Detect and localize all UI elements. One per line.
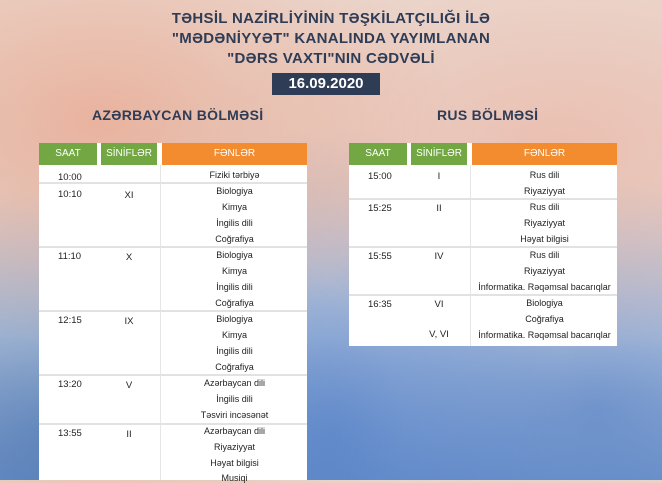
az-class: X — [125, 252, 133, 263]
ru-header-classes: SİNİFLƏR — [411, 143, 467, 165]
az-subject: Fiziki tərbiyə — [209, 170, 260, 180]
ru-time: 15:00 — [368, 171, 392, 182]
az-class: II — [126, 429, 132, 440]
az-subject: Azərbaycan dili — [203, 426, 266, 436]
ru-class: V, VI — [429, 329, 449, 340]
page-title — [0, 9, 662, 69]
ru-class: IV — [434, 251, 444, 262]
az-time: 13:20 — [58, 379, 82, 390]
ru-row-separator — [349, 198, 617, 200]
az-subject: Kimya — [221, 330, 247, 340]
az-subject: İngilis dili — [216, 346, 253, 356]
az-subject: Həyat bilgisi — [210, 458, 259, 468]
title-line-1: TƏHSİL NAZİRLİYİNİN TƏŞKİLATÇILIĞI İLƏ — [171, 10, 491, 27]
az-time: 12:15 — [58, 315, 82, 326]
az-header-time: SAAT — [39, 143, 97, 165]
date-badge: 16.09.2020 — [272, 73, 380, 95]
ru-subject: Riyaziyyat — [523, 218, 565, 228]
ru-column-divider — [470, 165, 471, 346]
ru-subject: Rus dili — [529, 250, 560, 260]
az-subject: Riyaziyyat — [213, 442, 255, 452]
ru-class: II — [436, 203, 442, 214]
az-time: 10:10 — [58, 189, 82, 200]
ru-time: 15:55 — [368, 251, 392, 262]
ru-time: 15:25 — [368, 203, 392, 214]
az-row-separator — [39, 423, 307, 425]
az-subject: Kimya — [221, 202, 247, 212]
az-header-classes: SİNİFLƏR — [101, 143, 157, 165]
ru-section-title: RUS BÖLMƏSİ — [437, 107, 539, 123]
az-row-separator — [39, 374, 307, 376]
ru-subject: Biologiya — [526, 298, 563, 308]
az-subject: Azərbaycan dili — [203, 378, 266, 388]
ru-class: I — [437, 171, 441, 182]
ru-subject: İnformatika. Rəqəmsal bacarıqlar — [478, 282, 611, 292]
az-column-divider — [160, 165, 161, 480]
az-subject: Biologiya — [216, 250, 253, 260]
title-line-2: "MƏDƏNİYYƏT" KANALINDA YAYIMLANAN — [171, 30, 491, 47]
az-row-separator — [39, 310, 307, 312]
ru-row-separator — [349, 246, 617, 248]
az-subject: İngilis dili — [216, 218, 253, 228]
az-subject: Musiqi — [221, 473, 248, 483]
ru-subject: Rus dili — [529, 170, 560, 180]
ru-subject: İnformatika. Rəqəmsal bacarıqlar — [478, 330, 611, 340]
az-section-title: AZƏRBAYCAN BÖLMƏSİ — [92, 107, 264, 123]
az-subject: Coğrafiya — [215, 234, 254, 244]
az-row-separator — [39, 246, 307, 248]
az-subject: Təsviri incəsənət — [200, 410, 269, 420]
az-header-subjects: FƏNLƏR — [162, 143, 307, 165]
az-class: XI — [124, 190, 134, 201]
az-subject: Biologiya — [216, 314, 253, 324]
az-subject: Kimya — [221, 266, 247, 276]
ru-subject: Riyaziyyat — [523, 186, 565, 196]
az-schedule-table — [39, 143, 307, 483]
ru-class: VI — [434, 299, 444, 310]
ru-subject: Coğrafiya — [525, 314, 564, 324]
az-subject: Coğrafiya — [215, 362, 254, 372]
ru-schedule-table — [349, 143, 617, 346]
ru-subject: Həyat bilgisi — [520, 234, 569, 244]
az-subject: İngilis dili — [216, 394, 253, 404]
az-time: 11:10 — [58, 251, 82, 262]
az-class: V — [125, 380, 133, 391]
az-class: IX — [124, 316, 134, 327]
az-time: 10:00 — [58, 172, 82, 183]
ru-subject: Rus dili — [529, 202, 560, 212]
ru-header-time: SAAT — [349, 143, 407, 165]
title-line-3: "DƏRS VAXTI"NIN CƏDVƏLİ — [227, 50, 435, 67]
az-subject: İngilis dili — [216, 282, 253, 292]
ru-subject: Riyaziyyat — [523, 266, 565, 276]
az-time: 13:55 — [58, 428, 82, 439]
az-subject: Coğrafiya — [215, 298, 254, 308]
ru-row-separator — [349, 294, 617, 296]
ru-time: 16:35 — [368, 299, 392, 310]
az-subject: Biologiya — [216, 186, 253, 196]
ru-header-subjects: FƏNLƏR — [472, 143, 617, 165]
